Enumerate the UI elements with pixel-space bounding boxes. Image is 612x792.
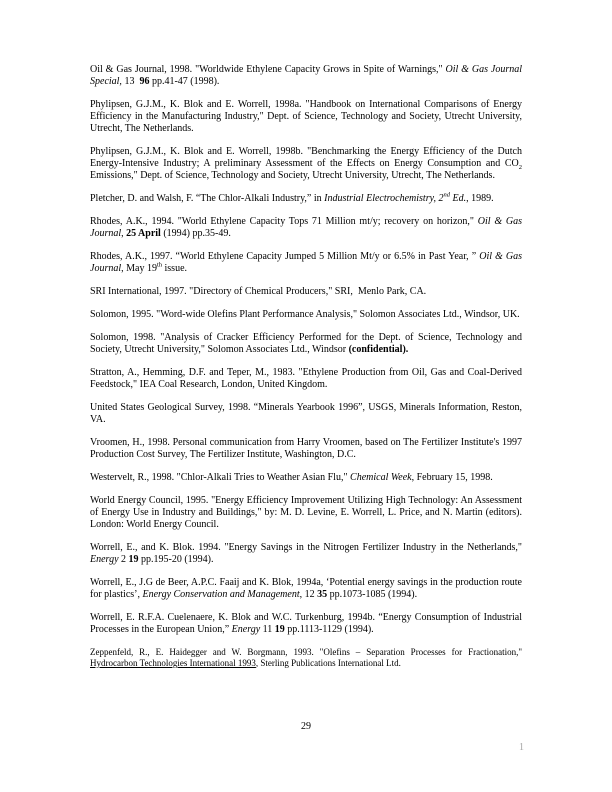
- reference-text-segment: 13: [121, 76, 140, 87]
- reference-text-segment: 25 April: [126, 228, 161, 239]
- reference-text-segment: (confidential).: [348, 344, 409, 355]
- reference-text-segment: Worrell, E., J.G de Beer, A.P.C. Faaij and K. Blok, 1994a, ‘Potential energy savings in the production route for plastics’,: [90, 577, 522, 600]
- reference-entry: [90, 577, 522, 601]
- reference-text-segment: th: [156, 261, 163, 269]
- reference-text-segment: pp.1113-1129 (1994).: [284, 624, 374, 635]
- reference-text-segment: Stratton, A., Hemming, D.F. and Teper, M., 1983. "Ethylene Production from Oil, Gas and Coal-Derived Feedstock," IEA Coal Research, London, United Kingdom.: [90, 367, 522, 390]
- reference-entry: [90, 309, 522, 321]
- reference-text-segment: 19: [128, 554, 139, 565]
- reference-text-segment: Chemical Week: [350, 472, 412, 483]
- reference-text-segment: Rhodes, A.K., 1994. "World Ethylene Capacity Tops 71 Million mt/y; recovery on horizon,": [90, 216, 478, 227]
- reference-entry: [90, 367, 522, 391]
- reference-text-segment: nd: [443, 191, 450, 199]
- reference-text-segment: Oil & Gas Journal, 1998. "Worldwide Ethylene Capacity Grows in Spite of Warnings,": [90, 64, 446, 75]
- reference-text-segment: SRI International, 1997. "Directory of Chemical Producers," SRI, Menlo Park, CA.: [90, 286, 427, 297]
- reference-entry: [90, 146, 522, 182]
- reference-text-segment: Energy Conservation and Management: [142, 589, 300, 600]
- reference-text-segment: Solomon, 1998. "Analysis of Cracker Efficiency Performed for the Dept. of Science, Technology and Society, Utrecht University," Solomon Associates Ltd., Windsor: [90, 332, 522, 355]
- reference-text-segment: Ed.: [449, 193, 467, 204]
- reference-text-segment: Industrial Electrochemistry, 2: [324, 193, 444, 204]
- reference-text-segment: Worrell, E. R.F.A. Cuelenaere, K. Blok and W.C. Turkenburg, 1994b. “Energy Consumption of Industrial Processes in the European Union,”: [90, 612, 522, 635]
- reference-text-segment: , May 19: [121, 263, 157, 274]
- reference-text-segment: Worrell, E., and K. Blok. 1994. "Energy Savings in the Nitrogen Fertilizer Industry in the Netherlands,": [90, 542, 522, 553]
- reference-text-segment: Rhodes, A.K., 1997. “World Ethylene Capacity Jumped 5 Million Mt/y or 6.5% in Past Year, ”: [90, 251, 480, 262]
- reference-text-segment: Phylipsen, G.J.M., K. Blok and E. Worrell, 1998a. "Handbook on International Comparisons of Energy Efficiency in the Manufacturing Industry," Dept. of Science, Technology and Society, Utrecht University, Utrecht, The Netherlands.: [90, 99, 522, 134]
- reference-entry: [90, 193, 522, 205]
- reference-text-segment: 2: [118, 554, 129, 565]
- reference-entry: [90, 332, 522, 356]
- reference-entry: [90, 99, 522, 135]
- reference-text-segment: pp.1073-1085 (1994).: [327, 589, 418, 600]
- reference-text-segment: Energy: [90, 554, 119, 565]
- references-list: [90, 64, 522, 680]
- reference-text-segment: pp.195-20 (1994).: [138, 554, 214, 565]
- reference-entry: [90, 64, 522, 88]
- reference-text-segment: ,: [121, 228, 127, 239]
- reference-text-segment: (1994) pp.35-49.: [160, 228, 231, 239]
- page-number: 29: [301, 721, 311, 732]
- reference-entry: [90, 647, 522, 669]
- reference-text-segment: pp.41-47 (1998).: [149, 76, 220, 87]
- reference-text-segment: Westervelt, R., 1998. "Chlor-Alkali Tries to Weather Asian Flu,": [90, 472, 351, 483]
- reference-text-segment: , 12: [299, 589, 318, 600]
- reference-text-segment: 35: [317, 589, 328, 600]
- reference-text-segment: , February 15, 1998.: [411, 472, 493, 483]
- reference-entry: [90, 216, 522, 240]
- reference-entry: [90, 402, 522, 426]
- reference-entry: [90, 472, 522, 484]
- reference-text-segment: Emissions," Dept. of Science, Technology and Society, Utrecht University, Utrecht, The Netherlands.: [90, 170, 495, 181]
- reference-text-segment: Zeppenfeld, R., E. Haidegger and W. Borgmann, 1993. "Olefins – Separation Processes for Fractionation,": [90, 647, 522, 657]
- reference-entry: [90, 437, 522, 461]
- reference-text-segment: Hydrocarbon Technologies International 1993: [90, 658, 256, 668]
- reference-entry: [90, 612, 522, 636]
- reference-text-segment: Oil & Gas Journal: [90, 216, 522, 239]
- reference-entry: [90, 542, 522, 566]
- reference-text-segment: Oil & Gas Journal: [90, 251, 522, 274]
- reference-text-segment: Phylipsen, G.J.M., K. Blok and E. Worrell, 1998b. "Benchmarking the Energy Efficiency of the Dutch Energy-Intensive Industry; A preliminary Assessment of the Effects on Energy Consumption and CO: [90, 146, 522, 169]
- reference-text-segment: Pletcher, D. and Walsh, F. “The Chlor-Alkali Industry,” in: [90, 193, 325, 204]
- reference-entry: [90, 495, 522, 531]
- reference-text-segment: 11: [260, 624, 275, 635]
- reference-text-segment: issue.: [162, 263, 188, 274]
- reference-text-segment: World Energy Council, 1995. "Energy Efficiency Improvement Utilizing High Technology: An Assessment of Energy Use in Industry and Buildings," by: M. D. Levine, E. Worrell, L. Price, and N. Martin (editors). London: World Energy Council.: [90, 495, 522, 530]
- reference-text-segment: United States Geological Survey, 1998. “Minerals Yearbook 1996”, USGS, Minerals Information, Reston, VA.: [90, 402, 522, 425]
- reference-entry: [90, 286, 522, 298]
- reference-text-segment: Vroomen, H., 1998. Personal communication from Harry Vroomen, based on The Fertilizer Institute's 1997 Production Cost Survey, The Fertilizer Institute, Washington, D.C.: [90, 437, 522, 460]
- reference-text-segment: 96: [139, 76, 150, 87]
- reference-text-segment: Solomon, 1995. "Word-wide Olefins Plant Performance Analysis," Solomon Associates Ltd., Windsor, UK.: [90, 309, 520, 320]
- reference-text-segment: Energy: [231, 624, 261, 635]
- reference-text-segment: 19: [274, 624, 285, 635]
- reference-text-segment: , 1989.: [466, 193, 494, 204]
- reference-text-segment: 2: [518, 164, 522, 171]
- reference-entry: [90, 251, 522, 275]
- reference-text-segment: , Sterling Publications International Ltd.: [255, 658, 401, 668]
- reference-text-segment: Oil & Gas Journal Special,: [90, 64, 522, 87]
- corner-page-indicator: 1: [519, 742, 524, 753]
